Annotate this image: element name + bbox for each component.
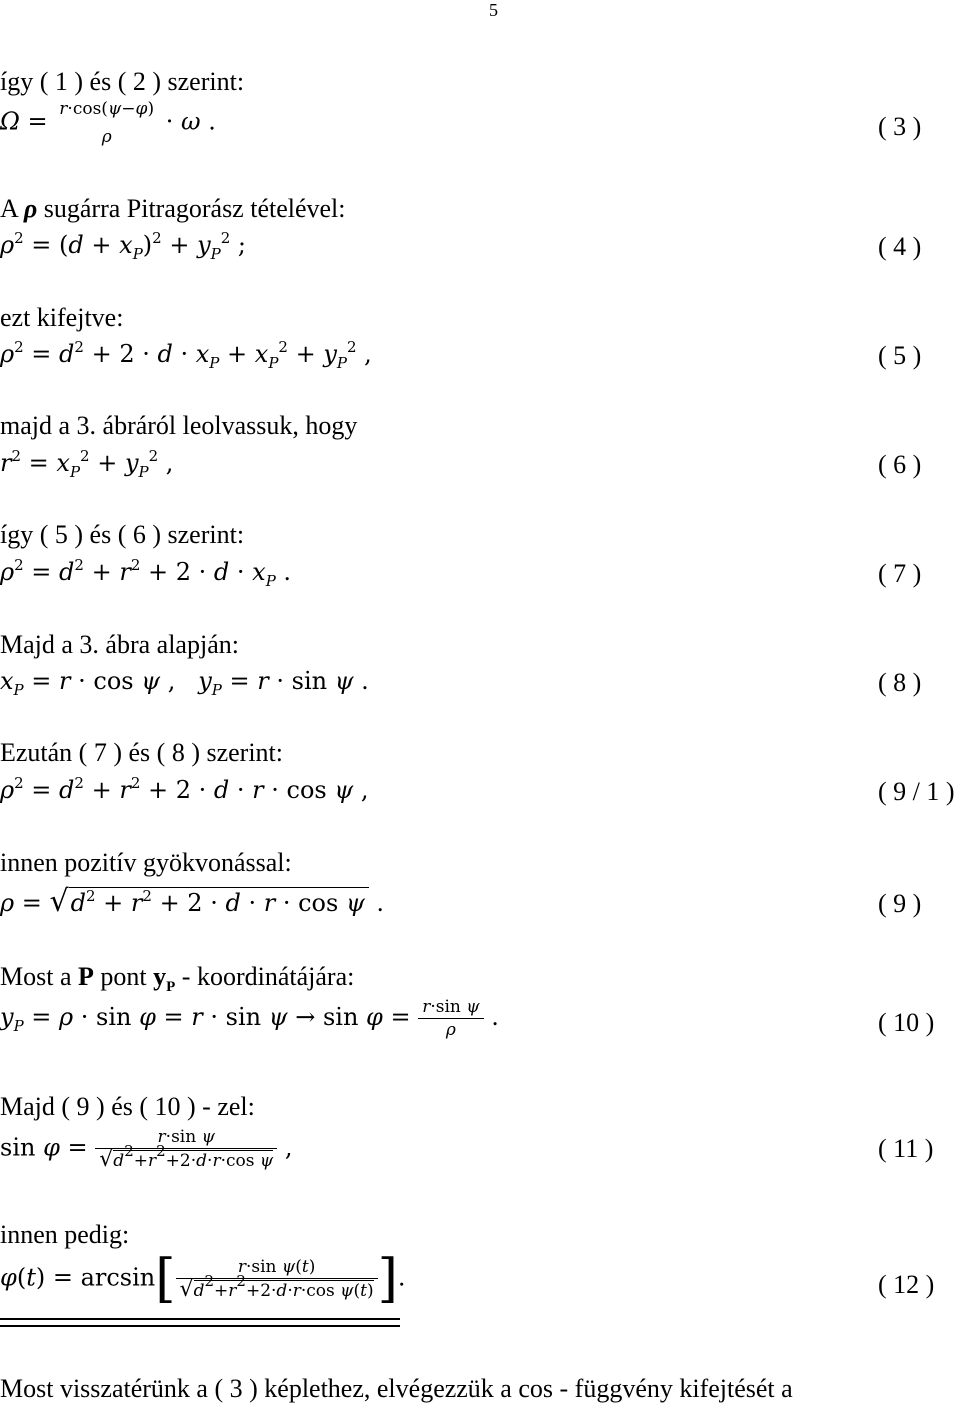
- equation-4: $\rho^2 = (d + x_P)^2 + y_P^2$ ;: [0, 229, 246, 263]
- equation-6: $r^2 = x_P^2 + y_P^2$ ,: [0, 447, 174, 481]
- equation-number: ( 9 / 1 ): [878, 777, 955, 806]
- text-line: innen pedig:: [0, 1220, 130, 1249]
- text-line: majd a 3. ábráról leolvassuk, hogy: [0, 411, 358, 440]
- equation-5: $\rho^2 = d^2 + 2 \cdot d \cdot x_P + x_P^2 + y_P^2$ ,: [0, 338, 372, 372]
- text-line: A ρ sugárra Pitragorász tételével:: [0, 194, 346, 223]
- equation-number: ( 5 ): [878, 341, 922, 370]
- text-line: Majd ( 9 ) és ( 10 ) - zel:: [0, 1092, 255, 1121]
- equation-8: $x_P = r \cdot \cos \psi$ , $y_P = r \cdot \sin \psi$ .: [0, 667, 369, 699]
- text-line: ezt kifejtve:: [0, 303, 124, 332]
- equation-3: Ω = r·cos(ψ−φ) ρ · ω .: [0, 99, 216, 147]
- equation-9-1: $\rho^2 = d^2 + r^2 + 2 \cdot d \cdot r \cdot \cos \psi$ ,: [0, 774, 369, 804]
- equation-number: ( 4 ): [878, 232, 922, 261]
- text-line: így ( 1 ) és ( 2 ) szerint:: [0, 67, 245, 96]
- equation-9: $\rho = √d^2 + r^2 + 2 \cdot d \cdot r \cdot \cos \psi$ .: [0, 884, 385, 919]
- text-line: Majd a 3. ábra alapján:: [0, 630, 239, 659]
- text-line: így ( 5 ) és ( 6 ) szerint:: [0, 520, 245, 549]
- equation-number: ( 3 ): [878, 112, 922, 141]
- equation-number: ( 12 ): [878, 1270, 935, 1299]
- text-line: Most visszatérünk a ( 3 ) képlethez, elvégezzük a cos - függvény kifejtését a: [0, 1374, 793, 1403]
- equation-number: ( 6 ): [878, 450, 922, 479]
- equation-7: $\rho^2 = d^2 + r^2 + 2 \cdot d \cdot x_P$ .: [0, 556, 292, 590]
- equation-10: $y_P = \rho \cdot \sin \varphi = r \cdot \sin \psi \to \sin \varphi$ = $\frac{\text{r·sin ψ}}{\rho}$ .: [0, 997, 499, 1040]
- page-number: 5: [489, 0, 498, 20]
- text-line: innen pozitív gyökvonással:: [0, 848, 292, 877]
- equation-12: φ(t) = arcsin[ $\frac{\text{r·sin ψ(t)}}{√d^2+r^2+2\cdot d\cdot r\cdot\cos \psi(t)}$ ].: [0, 1249, 406, 1309]
- equation-11: sin φ = $\frac{\text{r·sin ψ}}{√d^2+r^2+2\cdot d\cdot r\cdot\cos \psi}$ ,: [0, 1127, 293, 1172]
- equation-number: ( 9 ): [878, 889, 922, 918]
- equation-number: ( 8 ): [878, 668, 922, 697]
- equation-number: ( 7 ): [878, 559, 922, 588]
- double-rule: [0, 1325, 400, 1327]
- text-line: Most a P pont $y_P$ - koordinátájára:: [0, 962, 355, 995]
- double-rule: [0, 1318, 400, 1320]
- text-line: Ezután ( 7 ) és ( 8 ) szerint:: [0, 738, 284, 767]
- equation-number: ( 11 ): [878, 1134, 934, 1163]
- equation-number: ( 10 ): [878, 1008, 935, 1037]
